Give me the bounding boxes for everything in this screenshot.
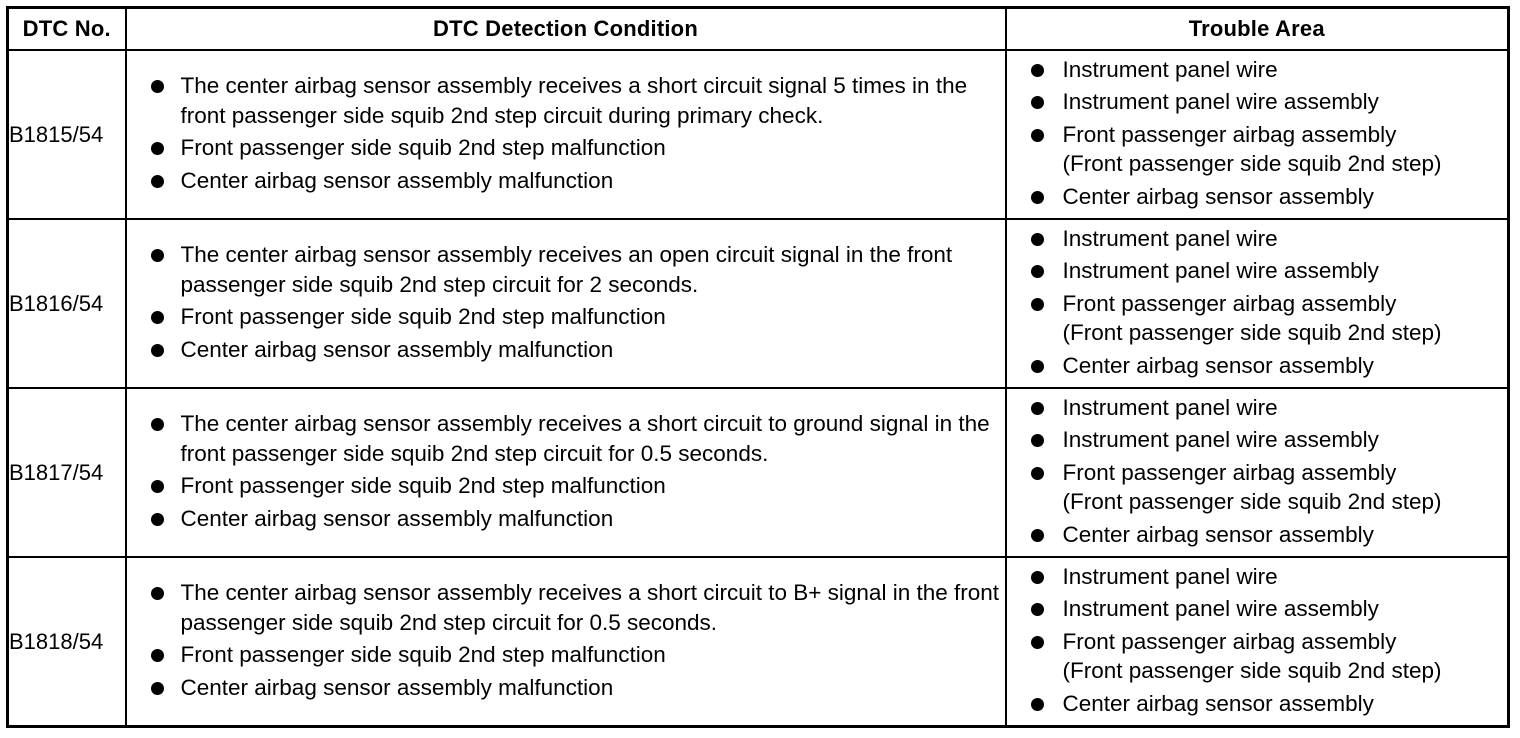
header-dtc-no: DTC No. [8, 8, 126, 51]
bullet-icon [1031, 265, 1044, 278]
table-row [8, 50, 1509, 219]
list-item: Instrument panel wire assembly [1007, 256, 1508, 286]
list-item: Center airbag sensor assembly [1007, 351, 1508, 381]
dtc-code: B1818/54 [8, 557, 126, 727]
dtc-code: B1815/54 [8, 50, 126, 219]
table-row [8, 557, 1509, 727]
list-item: Front passenger airbag assembly [1007, 627, 1508, 657]
list-item: Center airbag sensor assembly malfunction [127, 504, 1005, 534]
detection-condition-cell [126, 50, 1006, 219]
bullet-icon [151, 80, 164, 93]
bullet-icon [1031, 96, 1044, 109]
list-item: Center airbag sensor assembly malfunction [127, 335, 1005, 365]
list-item-continuation: (Front passenger side squib 2nd step) [1062, 320, 1442, 346]
list-item: The center airbag sensor assembly receives a short circuit to B+ signal in the front passenger side squib 2nd step circuit for 0.5 seconds. [127, 578, 1005, 637]
list-item: Center airbag sensor assembly [1007, 182, 1508, 212]
list-item-continuation: (Front passenger side squib 2nd step) [1062, 658, 1442, 684]
list-item: Instrument panel wire [1007, 55, 1508, 85]
trouble-area-cell [1006, 219, 1509, 388]
list-item: Instrument panel wire [1007, 393, 1508, 423]
list-item: Front passenger airbag assembly [1007, 458, 1508, 488]
bullet-icon [1031, 129, 1044, 142]
dtc-code: B1816/54 [8, 219, 126, 388]
list-item: Instrument panel wire [1007, 562, 1508, 592]
bullet-icon [1031, 233, 1044, 246]
bullet-icon [151, 418, 164, 431]
list-item: Front passenger side squib 2nd step malfunction [127, 302, 1005, 332]
bullet-icon [1031, 698, 1044, 711]
table-row [8, 219, 1509, 388]
bullet-icon [151, 249, 164, 262]
list-item: Front passenger side squib 2nd step malfunction [127, 133, 1005, 163]
list-item: Center airbag sensor assembly malfunction [127, 166, 1005, 196]
list-item: Center airbag sensor assembly malfunction [127, 673, 1005, 703]
bullet-icon [151, 587, 164, 600]
bullet-icon [1031, 571, 1044, 584]
list-item: Front passenger airbag assembly [1007, 120, 1508, 150]
bullet-icon [151, 649, 164, 662]
bullet-icon [1031, 64, 1044, 77]
list-item: Front passenger side squib 2nd step malfunction [127, 471, 1005, 501]
table-row [8, 388, 1509, 557]
trouble-area-cell [1006, 388, 1509, 557]
bullet-icon [1031, 298, 1044, 311]
list-item: The center airbag sensor assembly receives an open circuit signal in the front passenger side squib 2nd step circuit for 2 seconds. [127, 240, 1005, 299]
detection-condition-cell [126, 219, 1006, 388]
list-item: The center airbag sensor assembly receives a short circuit to ground signal in the front passenger side squib 2nd step circuit for 0.5 seconds. [127, 409, 1005, 468]
bullet-icon [151, 142, 164, 155]
list-item: Center airbag sensor assembly [1007, 520, 1508, 550]
list-item: Instrument panel wire assembly [1007, 594, 1508, 624]
header-detection-condition: DTC Detection Condition [126, 8, 1006, 51]
bullet-icon [1031, 402, 1044, 415]
bullet-icon [151, 311, 164, 324]
bullet-icon [1031, 529, 1044, 542]
bullet-icon [151, 513, 164, 526]
bullet-icon [1031, 434, 1044, 447]
bullet-icon [151, 344, 164, 357]
list-item: Front passenger airbag assembly [1007, 289, 1508, 319]
dtc-table [6, 6, 1510, 728]
dtc-code: B1817/54 [8, 388, 126, 557]
detection-condition-cell [126, 388, 1006, 557]
header-row [8, 8, 1509, 51]
list-item-continuation: (Front passenger side squib 2nd step) [1062, 151, 1442, 177]
list-item: Center airbag sensor assembly [1007, 689, 1508, 719]
bullet-icon [1031, 603, 1044, 616]
detection-condition-cell [126, 557, 1006, 727]
trouble-area-cell [1006, 557, 1509, 727]
trouble-area-cell [1006, 50, 1509, 219]
list-item: Front passenger side squib 2nd step malfunction [127, 640, 1005, 670]
list-item: The center airbag sensor assembly receives a short circuit signal 5 times in the front passenger side squib 2nd step circuit during primary check. [127, 71, 1005, 130]
bullet-icon [1031, 191, 1044, 204]
bullet-icon [151, 480, 164, 493]
header-trouble-area: Trouble Area [1006, 8, 1509, 51]
list-item-continuation: (Front passenger side squib 2nd step) [1062, 489, 1442, 515]
bullet-icon [1031, 636, 1044, 649]
list-item: Instrument panel wire assembly [1007, 425, 1508, 455]
list-item: Instrument panel wire [1007, 224, 1508, 254]
bullet-icon [1031, 360, 1044, 373]
bullet-icon [151, 175, 164, 188]
bullet-icon [1031, 467, 1044, 480]
bullet-icon [151, 682, 164, 695]
list-item: Instrument panel wire assembly [1007, 87, 1508, 117]
